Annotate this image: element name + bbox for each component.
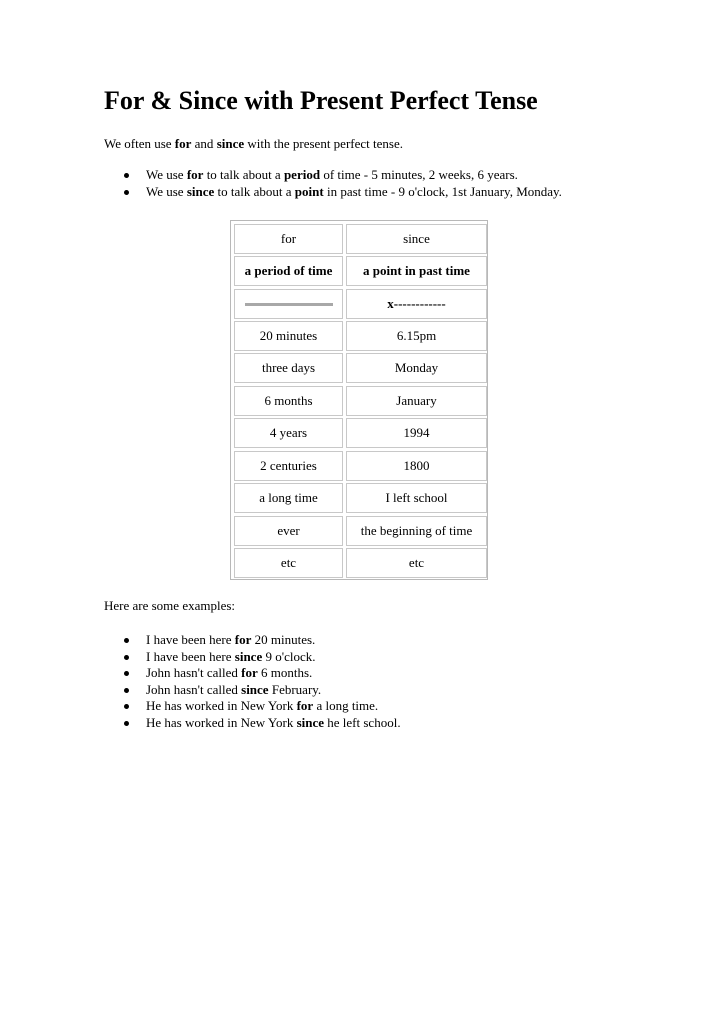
point-marker-cell: x------------ [346,289,487,319]
rule-text: We use [146,167,187,182]
period-bar [245,303,333,306]
list-item [104,682,401,699]
rule-text: of time - 5 minutes, 2 weeks, 6 years. [320,167,518,182]
table-cell: the beginning of time [346,516,487,546]
header-cell-since: since [346,224,487,254]
examples-heading: Here are some examples: [104,598,236,613]
rule-text: in past time - 9 o'clock, 1st January, Monday. [323,183,562,199]
list-item [104,184,562,201]
table-cell: 6 months [234,386,343,416]
rule-keyword: for [186,167,204,182]
rule-text: to talk about a [214,183,295,199]
example-text: He has worked in New York [146,698,297,713]
intro-paragraph [104,136,403,152]
rule-keyword: since [186,183,215,199]
table-cell: 20 minutes [234,321,343,351]
rule-text: We use [146,183,187,199]
example-text: I have been here [146,632,235,647]
list-item [104,632,401,649]
list-item [104,715,401,732]
table-cell: I left school [346,483,487,513]
intro-text: We often use [104,136,175,151]
example-keyword: for [296,698,314,713]
table-cell: 2 centuries [234,451,343,481]
list-item [104,649,401,666]
subheader-cell-period: a period of time [234,256,343,286]
list-item [104,698,401,715]
table-cell: ever [234,516,343,546]
rule-keyword: period [283,167,321,182]
table-cell: a long time [234,483,343,513]
example-keyword: since [296,714,325,730]
intro-text: and [191,136,217,151]
example-text: He has worked in New York [146,714,297,730]
example-text: John hasn't called [146,681,242,697]
example-keyword: since [234,648,263,664]
intro-keyword-since: since [216,136,245,151]
page-title: For & Since with Present Perfect Tense [104,86,538,115]
table-cell: 4 years [234,418,343,448]
table-cell: 6.15pm [346,321,487,351]
intro-text: with the present perfect tense. [244,136,403,151]
subheader-cell-point: a point in past time [346,256,487,286]
example-keyword: since [241,681,269,697]
example-text: 9 o'clock. [262,648,316,664]
example-text: 6 months. [257,665,313,680]
table-cell: 1800 [346,451,487,481]
for-since-table [230,220,488,580]
table-cell: 1994 [346,418,487,448]
list-item [104,167,562,184]
example-keyword: for [241,665,258,680]
examples-list [104,632,401,731]
example-text: a long time. [313,698,379,713]
rules-list [104,167,562,200]
table-cell: January [346,386,487,416]
table-cell: etc [346,548,487,578]
example-keyword: for [234,632,252,647]
table-cell: Monday [346,353,487,383]
table-cell: etc [234,548,343,578]
example-text: he left school. [324,714,401,730]
rule-keyword: point [294,183,324,199]
example-text: John hasn't called [146,665,242,680]
example-text: February. [268,681,322,697]
period-bar-cell [234,289,343,319]
list-item [104,665,401,682]
table-cell: three days [234,353,343,383]
header-cell-for: for [234,224,343,254]
rule-text: to talk about a [203,167,284,182]
example-text: I have been here [146,648,235,664]
intro-keyword-for: for [174,136,192,151]
example-text: 20 minutes. [251,632,316,647]
